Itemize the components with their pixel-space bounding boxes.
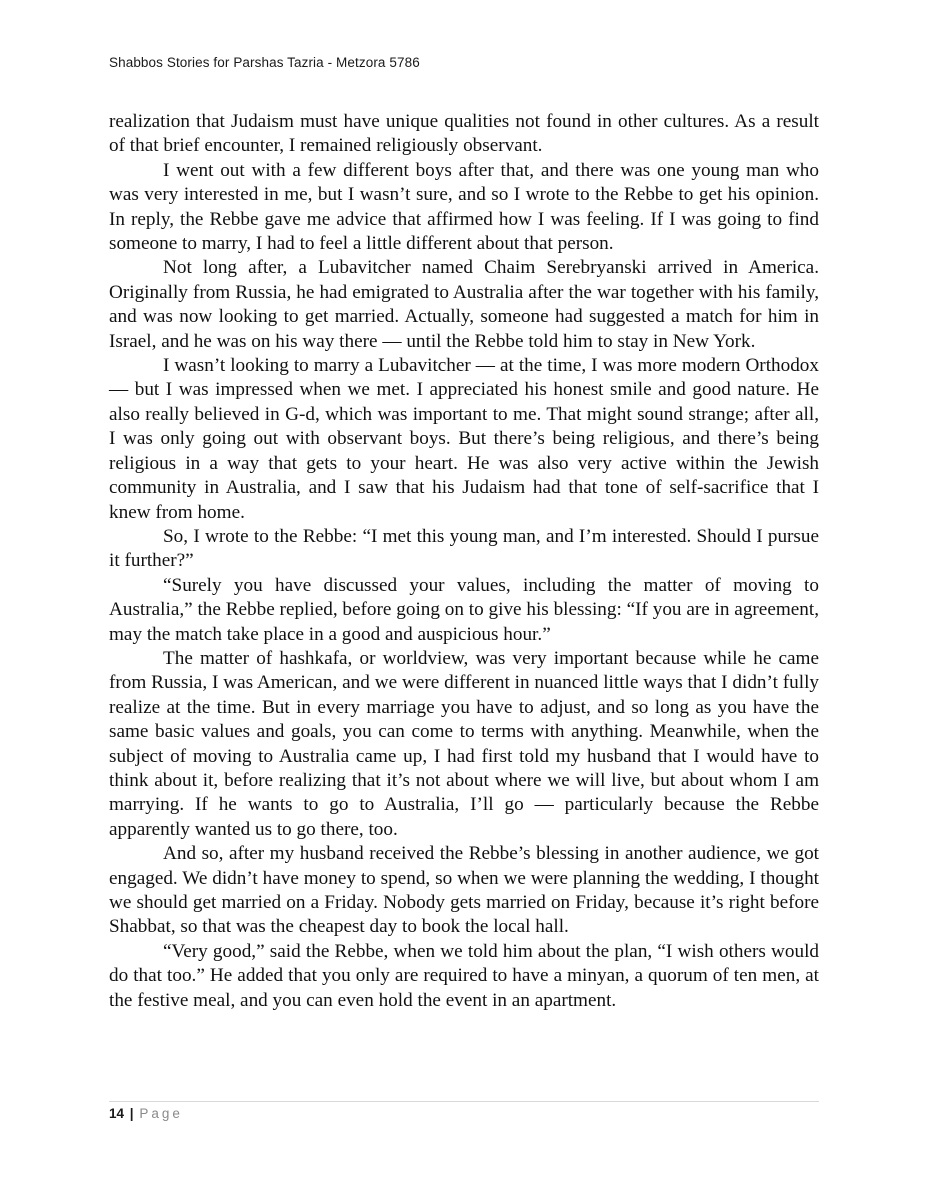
paragraph-3: Not long after, a Lubavitcher named Chaim Serebryanski arrived in America. Originally from Russia, he had emigrated to Australia after the war together with his family, and was now looking to get married. Actually, someone had suggested a match for him in Israel, and he was on his way there — until the Rebbe told him to stay in New York. (109, 257, 819, 352)
article-body (109, 110, 819, 1013)
page-label: Page (139, 1106, 183, 1121)
footer-divider (109, 1101, 819, 1102)
paragraph-4: I wasn’t looking to marry a Lubavitcher — at the time, I was more modern Orthodox — but I was impressed when we met. I appreciated his honest smile and good nature. He also really believed in G-d, which was important to me. That might sound strange; after all, I was only going out with observant boys. But there’s being religious, and there’s being religious in a way that gets to your heart. He was also very active within the Jewish community in Australia, and I saw that his Judaism had that tone of self-sacrifice that I knew from home. (109, 355, 819, 523)
paragraph-9: “Very good,” said the Rebbe, when we told him about the plan, “I wish others would do that too.” He added that you only are required to have a minyan, a quorum of ten men, at the festive meal, and you can even hold the event in an apartment. (109, 940, 819, 1011)
page-footer (109, 1106, 183, 1121)
paragraph-2: I went out with a few different boys after that, and there was one young man who was very interested in me, but I wasn’t sure, and so I wrote to the Rebbe to get his opinion. In reply, the Rebbe gave me advice that affirmed how I was feeling. If I was going to find someone to marry, I had to feel a little different about that person. (109, 159, 819, 255)
running-header: Shabbos Stories for Parshas Tazria - Metzora 5786 (109, 55, 420, 70)
paragraph-8: And so, after my husband received the Rebbe’s blessing in another audience, we got engaged. We didn’t have money to spend, so when we were planning the wedding, I thought we should get married on a Friday. Nobody gets married on Friday, because it’s right before Shabbat, so that was the cheapest day to book the local hall. (109, 843, 819, 938)
paragraph-7: The matter of hashkafa, or worldview, was very important because while he came from Russia, I was American, and we were different in nuanced little ways that I didn’t fully realize at the time. But in every marriage you have to adjust, and so long as you have the same basic values and goals, you can come to terms with anything. Meanwhile, when the subject of moving to Australia came up, I had first told my husband that I would have to think about it, before realizing that it’s not about where we will live, but about whom I am marrying. If he wants to go to Australia, I’ll go — particularly because the Rebbe apparently wanted us to go there, too. (109, 647, 819, 840)
paragraph-6: “Surely you have discussed your values, including the matter of moving to Australia,” the Rebbe replied, before going on to give his blessing: “If you are in agreement, may the match take place in a good and auspicious hour.” (109, 574, 819, 645)
page-number: 14 (109, 1106, 125, 1121)
footer-separator: | (129, 1106, 134, 1121)
paragraph-1: realization that Judaism must have unique qualities not found in other cultures. As a result of that brief encounter, I remained religiously observant. (109, 111, 819, 157)
paragraph-5: So, I wrote to the Rebbe: “I met this young man, and I’m interested. Should I pursue it further?” (109, 525, 819, 572)
